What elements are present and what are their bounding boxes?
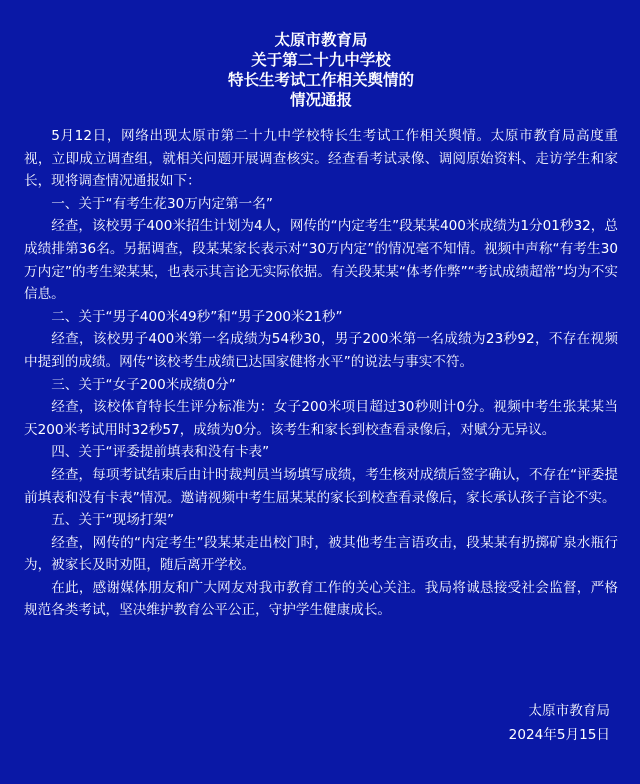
title-line-type: 情况通报 [289, 91, 352, 109]
section-heading-3: 三、关于“女子200米成绩0分” [51, 376, 236, 393]
section-heading-2: 二、关于“男子400米49秒”和“男子200米21秒” [51, 308, 343, 325]
signoff-issuer: 太原市教育局 [528, 703, 610, 719]
title-line-subject: 关于第二十九中学校 [251, 51, 391, 69]
notice-title [24, 30, 618, 110]
signoff-date: 2024年5月15日 [508, 727, 610, 743]
section-body-1: 经查，该校男子400米招生计划为4人，网传的“内定考生”段某某400米成绩为1分01秒32，总成绩排第36名。另据调查，段某某家长表示对“30万内定”的情况毫不知情。视频中声称“有考生30万内定”的考生梁某某，也表示其言论无实际依据。有关段某某“体考作弊”“考试成绩超常”均为不实信息。 [24, 218, 618, 303]
section-body-3: 经查，该校体育特长生评分标准为：女子200米项目超过30秒则计0分。视频中考生张某某当天200米考试用时32秒57，成绩为0分。该考生和家长到校查看录像后，对赋分无异议。 [24, 399, 618, 438]
section-body-5: 经查，网传的“内定考生”段某某走出校门时，被其他考生言语攻击，段某某有扔掷矿泉水瓶行为，被家长及时劝阻，随后离开学校。 [24, 534, 618, 574]
title-line-topic: 特长生考试工作相关舆情的 [227, 71, 414, 89]
section-heading-5: 五、关于“现场打架” [51, 512, 175, 529]
title-line-issuer: 太原市教育局 [274, 31, 368, 49]
section-body-4: 经查，每项考试结束后由计时裁判员当场填写成绩，考生核对成绩后签字确认，不存在“评委提前填表和没有卡表”情况。邀请视频中考生屈某某的家长到校查看录像后，家长承认孩子言论不实。 [24, 466, 618, 506]
section-body-2: 经查，该校男子400米第一名成绩为54秒30，男子200米第一名成绩为23秒92，不存在视频中提到的成绩。网传“该校考生成绩已达国家健将水平”的说法与事实不符。 [24, 331, 618, 370]
closing-paragraph: 在此，感谢媒体朋友和广大网友对我市教育工作的关心关注。我局将诚恳接受社会监督，严格规范各类考试，坚决维护教育公平公正，守护学生健康成长。 [24, 579, 618, 619]
notice-body [24, 125, 618, 622]
section-heading-4: 四、关于“评委提前填表和没有卡表” [51, 444, 270, 461]
section-heading-1: 一、关于“有考生花30万内定第一名” [51, 195, 273, 212]
intro-paragraph: 5月12日，网络出现太原市第二十九中学校特长生考试工作相关舆情。太原市教育局高度重视，立即成立调查组，就相关问题开展调查核实。经查看考试录像、调阅原始资料、走访学生和家长，现将调查情况通报如下： [24, 128, 618, 190]
